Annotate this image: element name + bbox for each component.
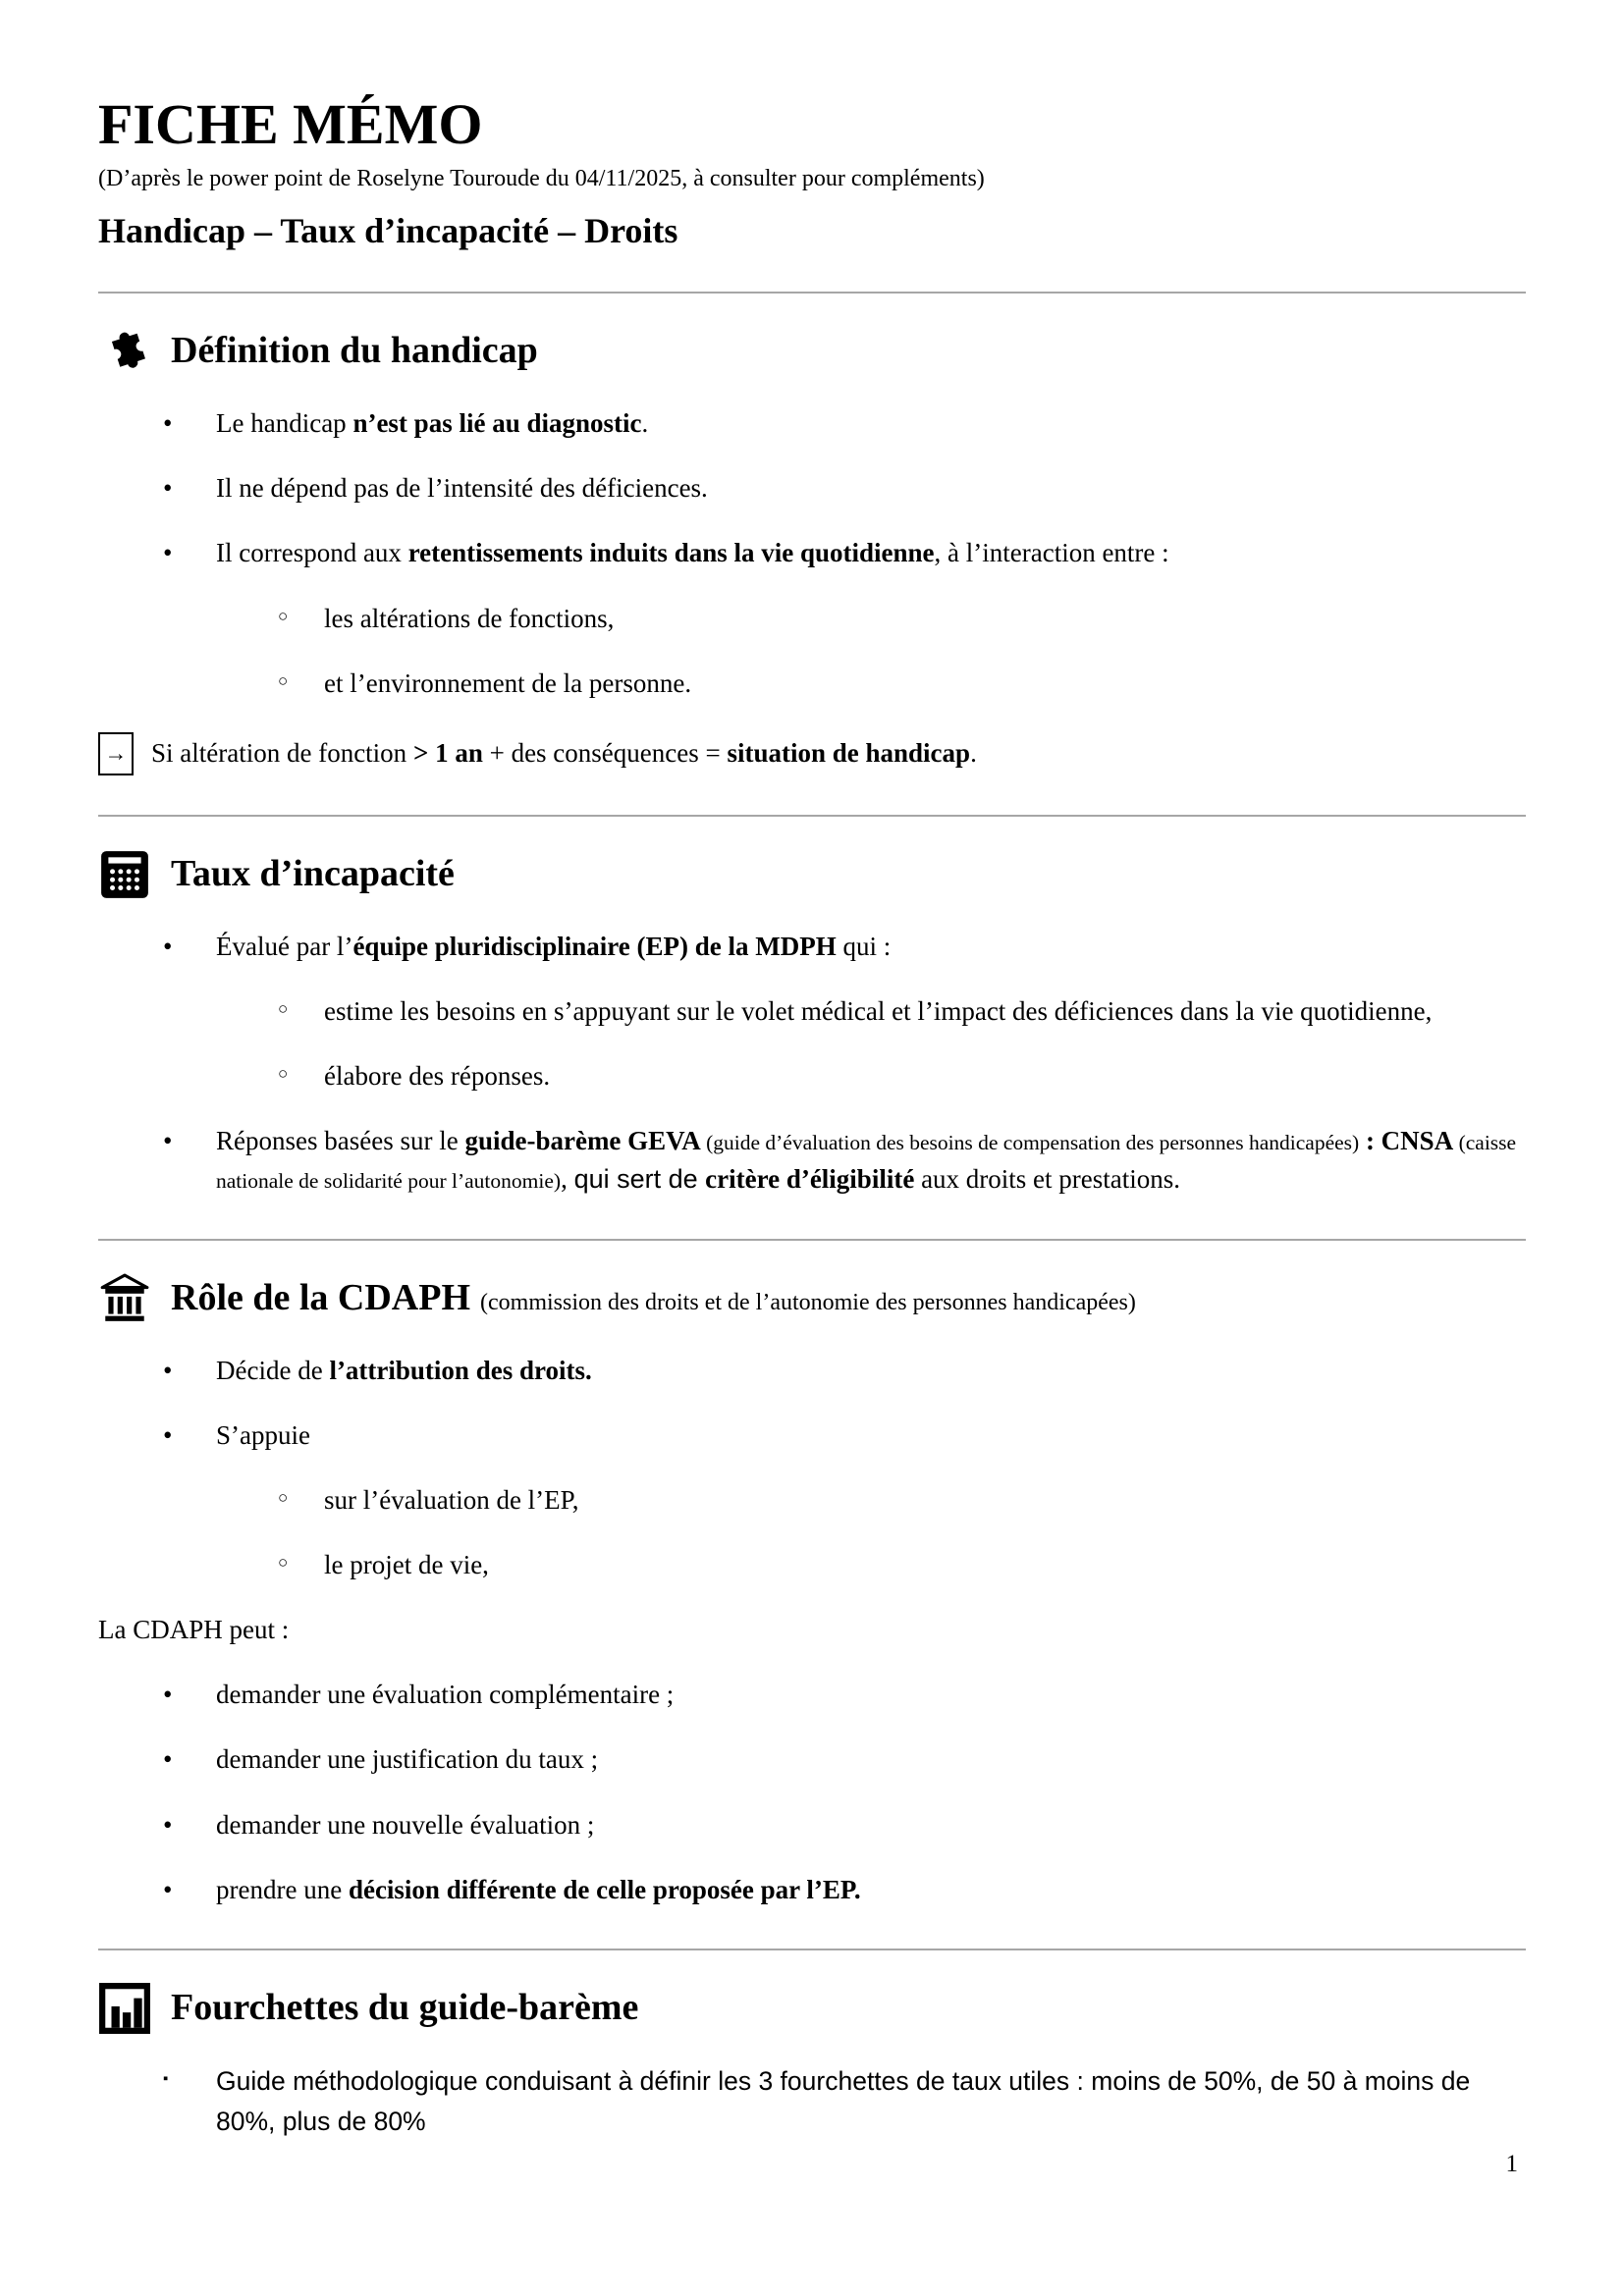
circle-bullet-icon: ○ xyxy=(278,670,289,690)
text-run-bold: équipe pluridisciplinaire (EP) de la MDPH xyxy=(352,931,837,961)
text-run: et l’environnement de la personne. xyxy=(324,667,692,698)
text-run: élabore des réponses. xyxy=(324,1061,551,1092)
text-run: le projet de vie, xyxy=(324,1550,489,1579)
text-run: demander une justification du taux ; xyxy=(216,1744,599,1775)
text-run: Réponses basées sur le xyxy=(216,1126,465,1156)
circle-bullet-icon: ○ xyxy=(278,999,289,1019)
puzzle-icon xyxy=(98,325,151,378)
text-run: Rôle de la CDAPH xyxy=(171,1276,471,1318)
list-item xyxy=(98,1740,1526,1779)
text-run-bold: n’est pas lié au diagnostic xyxy=(352,408,642,439)
text-run: . xyxy=(641,408,649,439)
list-item xyxy=(98,404,1526,443)
paragraph: La CDAPH peut : xyxy=(98,1615,290,1645)
subtitle: (D’après le power point de Roselyne Touroude du 04/11/2025, à consulter pour compléments) xyxy=(98,165,985,191)
text-run: Évalué par l’ xyxy=(216,931,353,961)
circle-bullet-icon: ○ xyxy=(278,1553,289,1572)
circle-bullet-icon: ○ xyxy=(278,606,289,625)
bullet-icon: • xyxy=(163,1874,173,1904)
text-run: estime les besoins en s’appuyant sur le volet médical et l’impact des déficiences dans la vie quotidienne, xyxy=(324,996,1433,1027)
section-title xyxy=(171,1276,1136,1321)
page-title: FICHE MÉMO xyxy=(98,92,483,156)
text-run: aux droits et prestations. xyxy=(914,1164,1181,1195)
list-item xyxy=(98,1676,1526,1714)
list-item xyxy=(98,1416,1526,1455)
text-run-bold: critère d’éligibilité xyxy=(705,1164,915,1195)
text-run-bold: situation de handicap xyxy=(727,737,971,768)
calculator-icon xyxy=(98,848,151,901)
section-heading-fourchettes xyxy=(98,1982,1526,2035)
text-run-bold: l’attribution des droits. xyxy=(329,1355,592,1385)
section-divider xyxy=(98,1239,1526,1241)
list-item xyxy=(98,1871,1526,1909)
boxed-arrow-icon: → xyxy=(98,732,134,775)
sub-list-item xyxy=(98,992,1526,1031)
section-title: Fourchettes du guide-barème xyxy=(171,1987,639,2029)
text-run: S’appuie xyxy=(216,1419,310,1450)
text-run-bold: : CNSA xyxy=(1359,1126,1454,1156)
text-run: Le handicap xyxy=(216,408,353,439)
section-heading-taux xyxy=(98,848,1526,901)
bullet-icon: • xyxy=(163,1809,173,1840)
section-divider xyxy=(98,815,1526,817)
section-heading-cdaph xyxy=(98,1272,1526,1325)
section-title: Définition du handicap xyxy=(171,330,538,372)
text-run-bold: retentissements induits dans la vie quotidienne xyxy=(407,538,935,568)
text-run: + des conséquences = xyxy=(482,737,728,768)
text-run: , à l’interaction entre : xyxy=(934,538,1169,568)
bar-chart-icon xyxy=(98,1982,151,2035)
text-run: Si altération de fonction xyxy=(151,737,413,768)
text-run: Il correspond aux xyxy=(216,538,408,568)
bullet-icon: • xyxy=(163,1744,173,1775)
bullet-icon: • xyxy=(163,931,173,961)
text-run-bold: guide-barème GEVA xyxy=(464,1126,701,1156)
text-run: prendre une xyxy=(216,1874,349,1904)
bullet-icon: • xyxy=(163,1419,173,1450)
text-run-small: (guide d’évaluation des besoins de compensation des personnes handicapées) xyxy=(700,1131,1360,1155)
list-item xyxy=(98,1806,1526,1844)
text-run-sans: qui sert de xyxy=(573,1164,706,1195)
section-divider xyxy=(98,1949,1526,1950)
text-run: Décide de xyxy=(216,1355,330,1385)
sub-list-item xyxy=(98,665,1526,703)
bullet-icon: • xyxy=(163,1126,173,1156)
bullet-icon: • xyxy=(163,538,173,568)
text-run: Il ne dépend pas de l’intensité des déficiences. xyxy=(216,473,708,504)
text-run-small: (caisse nationale de solidarité pour l’autonomie) xyxy=(216,1131,1517,1194)
circle-bullet-icon: ○ xyxy=(278,1064,289,1084)
bullet-icon: • xyxy=(163,473,173,504)
list-item xyxy=(98,1352,1526,1390)
note-text xyxy=(151,735,977,773)
page-number: 1 xyxy=(1505,2151,1518,2177)
text-run: qui : xyxy=(836,931,892,961)
sub-list-item xyxy=(98,1057,1526,1095)
text-run-bold: décision différente de celle proposée par l’EP. xyxy=(348,1874,861,1904)
sub-list-item xyxy=(98,1546,1526,1584)
section-title-paren: (commission des droits et de l’autonomie des personnes handicapées) xyxy=(480,1289,1136,1315)
bank-icon xyxy=(98,1272,151,1325)
list-item xyxy=(98,469,1526,507)
conclusion-note xyxy=(98,732,1526,775)
text-run: les altérations de fonctions, xyxy=(324,603,615,633)
section-heading-definition xyxy=(98,325,1526,378)
list-item xyxy=(98,2061,1526,2142)
section-divider xyxy=(98,292,1526,294)
text-run: sur l’évaluation de l’EP, xyxy=(324,1484,579,1515)
text-run: Guide méthodologique conduisant à définir les 3 fourchettes de taux utiles : moins de 50%, de 50 à moins de 80%, plus de 80% xyxy=(216,2065,1471,2136)
text-run: demander une évaluation complémentaire ; xyxy=(216,1680,675,1710)
bullet-icon: • xyxy=(163,408,173,439)
section-title: Taux d’incapacité xyxy=(171,853,455,895)
list-item xyxy=(98,534,1526,572)
page-content xyxy=(98,0,1526,2142)
text-run: . xyxy=(970,737,977,768)
square-bullet-icon: ▪ xyxy=(163,2069,169,2087)
sub-list-item xyxy=(98,600,1526,638)
list-item xyxy=(98,1122,1526,1199)
circle-bullet-icon: ○ xyxy=(278,1487,289,1507)
list-item xyxy=(98,928,1526,966)
text-run: , xyxy=(561,1164,574,1195)
text-run: demander une nouvelle évaluation ; xyxy=(216,1809,595,1840)
bullet-icon: • xyxy=(163,1355,173,1385)
text-run-bold: > 1 an xyxy=(412,737,483,768)
doc-heading: Handicap – Taux d’incapacité – Droits xyxy=(98,210,678,250)
bullet-icon: • xyxy=(163,1680,173,1710)
sub-list-item xyxy=(98,1481,1526,1520)
